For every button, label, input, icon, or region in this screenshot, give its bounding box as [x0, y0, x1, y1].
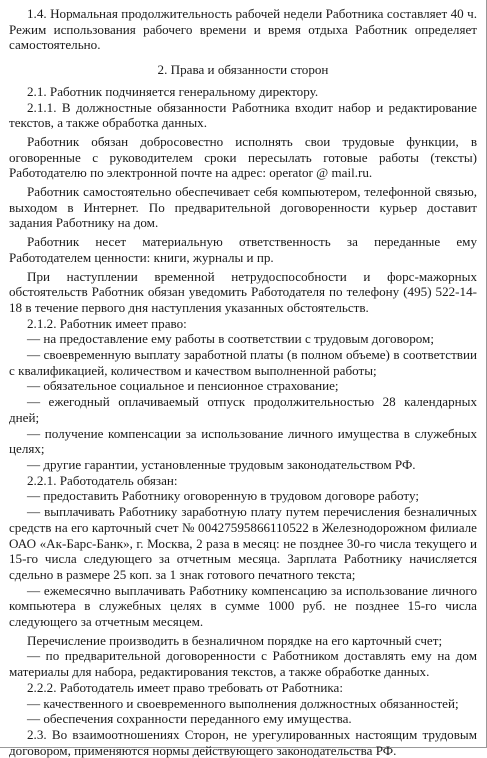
list-item: — получение компенсации за использование личного имущества в служебных целях;	[9, 425, 477, 457]
list-item: — качественного и своевременного выполнения должностных обязанностей;	[27, 695, 459, 711]
paragraph: 2.3. Во взаимоотношениях Сторон, не урегулированных настоящим трудовым договором, применяются нормы действующего законодательства РФ.	[9, 726, 477, 758]
list-item: — предоставить Работнику оговоренную в трудовом договоре работу;	[27, 488, 419, 504]
paragraph: 2.1. Работник подчиняется генеральному директору.	[27, 83, 319, 99]
paragraph: 2.2.2. Работодатель имеет право требовать от Работника:	[27, 679, 343, 695]
list-item: — по предварительной договоренности с Работником доставлять ему на дом материалы для набора, редактирования текстов, а также обработке данных.	[9, 648, 477, 680]
paragraph-1-4: 1.4. Нормальная продолжительность рабочей недели Работника составляет 40 ч. Режим использования рабочего времени и время отдыха Работник определяет самостоятельно.	[9, 6, 477, 53]
paragraph: Работник обязан добросовестно исполнять свои трудовые функции, в оговоренные с руководителем сроки пересылать готовые работы (тексты) Работодателю по электронной почте на адрес: operator @ mail.ru.	[9, 133, 477, 181]
paragraph: Перечисление производить в безналичном порядке на его карточный счет;	[27, 632, 443, 648]
paragraph: 2.1.1. В должностные обязанности Работника входит набор и редактирование текстов, а также обработка данных.	[9, 99, 477, 131]
paragraph: 2.2.1. Работодатель обязан:	[27, 472, 178, 488]
paragraph: 2.1.2. Работник имеет право:	[27, 315, 187, 331]
list-item: — своевременную выплату заработной платы (в полном объеме) в соответствии с квалификацией, количеством и качеством выполненной работы;	[9, 347, 477, 378]
list-item: — ежегодный оплачиваемый отпуск продолжительностью 28 календарных дней;	[9, 394, 477, 425]
paragraph: Работник несет материальную ответственность за переданные ему Работодателем ценности: книги, журналы и пр.	[9, 234, 477, 265]
section-heading: 2. Права и обязанности сторон	[157, 62, 329, 78]
list-item: — обязательное социальное и пенсионное страхование;	[27, 378, 339, 394]
list-item: — выплачивать Работнику заработную плату путем перечисления безналичных средств на его карточный счет № 00427595866110522 в Железнодорожном филиале ОАО «Ак-Барс-Банк», г. Москва, 2 раза в месяц: не позднее 30-го числа текущего и 15-го числа следующего за отчетным месяца. Зарплата Работнику начисляется сдельно в размере 25 коп. за 1 знак готового печатного текста;	[9, 504, 477, 582]
list-item: — обеспечения сохранности переданного ему имущества.	[27, 711, 352, 727]
paragraph: Работник самостоятельно обеспечивает себя компьютером, телефонной связью, выходом в Интернет. По предварительной договоренности курьер доставит задания Работнику на дом.	[9, 184, 477, 231]
list-item: — на предоставление ему работы в соответствии с трудовым договором;	[27, 331, 434, 347]
list-item: — ежемесячно выплачивать Работнику компенсацию за использование личного компьютера в служебных целях в сумме 1000 руб. не позднее 15-го числа следующего за отчетным месяцем.	[9, 582, 477, 630]
list-item: — другие гарантии, установленные трудовым законодательством РФ.	[27, 456, 416, 472]
paragraph: При наступлении временной нетрудоспособности и форс-мажорных обстоятельств Работник обязан уведомить Работодателя по телефону (495) 522-14-18 в течение первого дня наступления указанных обстоятельств.	[9, 268, 477, 315]
